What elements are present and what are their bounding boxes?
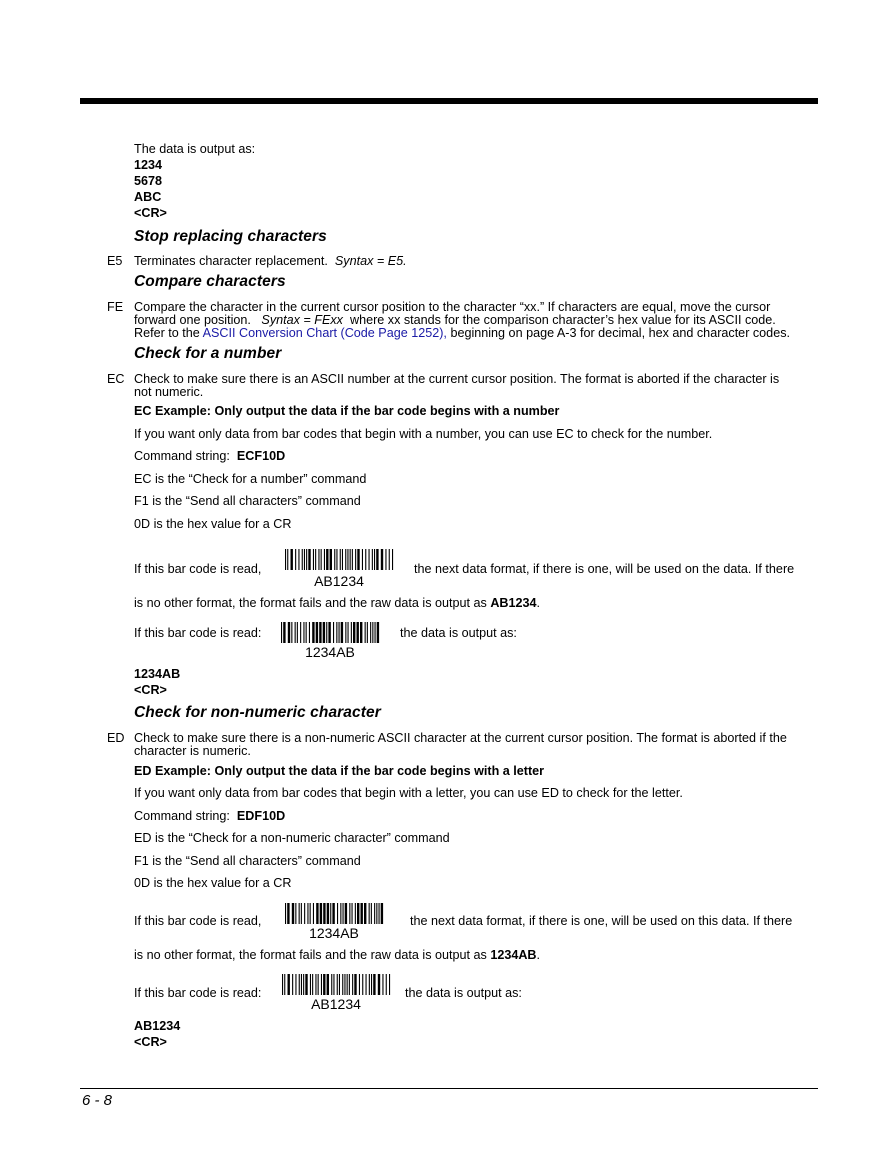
compare-line-3a: Refer to the [134, 326, 200, 340]
compare-line-3 [134, 326, 790, 341]
ec-explain: EC is the “Check for a number” command [134, 472, 367, 486]
syntax: Syntax = E5. [334, 254, 407, 268]
description: Terminates character replacement. [134, 254, 328, 268]
barcode [284, 903, 388, 943]
section-heading-compare: Compare characters [134, 273, 286, 290]
page-number: 6 - 8 [82, 1092, 113, 1109]
command-value: EDF10D [236, 809, 286, 823]
ed-intro: If you want only data from bar codes that begin with a letter, you can use ED to check for the letter. [134, 786, 683, 800]
header-rule [80, 98, 818, 104]
ed-read1-b: the next data format, if there is one, will be used on this data. If there [410, 914, 793, 928]
barcode [284, 549, 398, 589]
ed-explain: ED is the “Check for a non-numeric character” command [134, 831, 450, 845]
stop-replacing-text [134, 254, 407, 269]
output-line: 5678 [134, 174, 163, 188]
syntax: Syntax = FExx [261, 313, 343, 327]
check-non-numeric-line-1: Check to make sure there is a non-numeric ASCII character at the current cursor position. The format is aborted if the [134, 731, 787, 745]
output-line: ABC [134, 190, 162, 204]
raw-output-value: AB1234 [490, 596, 537, 610]
ec-read1-c [134, 596, 540, 611]
barcode [280, 622, 384, 662]
ed-read2-b: the data is output as: [405, 986, 522, 1000]
ec-command-string [134, 449, 285, 464]
ec-example-title: EC Example: Only output the data if the bar code begins with a number [134, 404, 560, 418]
period: . [536, 948, 541, 962]
compare-line-3b: beginning on page A-3 for decimal, hex and character codes. [450, 326, 790, 340]
check-number-line-2: not numeric. [134, 385, 204, 399]
barcode [281, 974, 395, 1014]
ed-command-string [134, 809, 285, 824]
output-intro: The data is output as: [134, 142, 256, 156]
section-heading-check-number: Check for a number [134, 345, 282, 362]
command-code-ec: EC [107, 372, 125, 386]
ed-explain: 0D is the hex value for a CR [134, 876, 292, 890]
ec-explain: F1 is the “Send all characters” command [134, 494, 361, 508]
ed-explain: F1 is the “Send all characters” command [134, 854, 361, 868]
section-heading-check-non-numeric: Check for non-numeric character [134, 704, 381, 721]
raw-output-text: is no other format, the format fails and the raw data is output as [134, 596, 487, 610]
barcode-label: 1234AB [309, 925, 359, 941]
command-code-fe: FE [107, 300, 124, 314]
command-code-ed: ED [107, 731, 125, 745]
section-heading-stop-replacing: Stop replacing characters [134, 228, 327, 245]
check-non-numeric-line-2: character is numeric. [134, 744, 251, 758]
period: . [536, 596, 541, 610]
ec-output: <CR> [134, 683, 167, 697]
ed-output: AB1234 [134, 1019, 181, 1033]
ascii-chart-link[interactable]: ASCII Conversion Chart (Code Page 1252), [202, 326, 447, 340]
ec-read1-b: the next data format, if there is one, will be used on the data. If there [414, 562, 795, 576]
barcode-label: AB1234 [314, 573, 364, 589]
ec-read1-a: If this bar code is read, [134, 562, 262, 576]
ec-explain: 0D is the hex value for a CR [134, 517, 292, 531]
ec-read2-a: If this bar code is read: [134, 626, 262, 640]
ec-read2-b: the data is output as: [400, 626, 517, 640]
ed-output: <CR> [134, 1035, 167, 1049]
command-label: Command string: [134, 449, 230, 463]
command-value: ECF10D [236, 449, 286, 463]
compare-line-2a: forward one position. [134, 313, 251, 327]
command-label: Command string: [134, 809, 230, 823]
barcode-label: AB1234 [311, 996, 361, 1012]
ec-intro: If you want only data from bar codes that begin with a number, you can use EC to check for the number. [134, 427, 713, 441]
check-number-line-1: Check to make sure there is an ASCII number at the current cursor position. The format is aborted if the character is [134, 372, 780, 386]
ed-example-title: ED Example: Only output the data if the bar code begins with a letter [134, 764, 545, 778]
output-line: <CR> [134, 206, 167, 220]
barcode-label: 1234AB [305, 644, 355, 660]
ec-output: 1234AB [134, 667, 181, 681]
raw-output-value: 1234AB [490, 948, 537, 962]
raw-output-text: is no other format, the format fails and the raw data is output as [134, 948, 487, 962]
ed-read2-a: If this bar code is read: [134, 986, 262, 1000]
ed-read1-a: If this bar code is read, [134, 914, 262, 928]
footer-rule [80, 1088, 818, 1089]
ed-read1-c [134, 948, 540, 963]
compare-line-2b: where xx stands for the comparison character’s hex value for its ASCII code. [349, 313, 776, 327]
command-code-e5: E5 [107, 254, 123, 268]
output-line: 1234 [134, 158, 163, 172]
compare-line-1: Compare the character in the current cursor position to the character “xx.” If characters are equal, move the cursor [134, 300, 771, 314]
